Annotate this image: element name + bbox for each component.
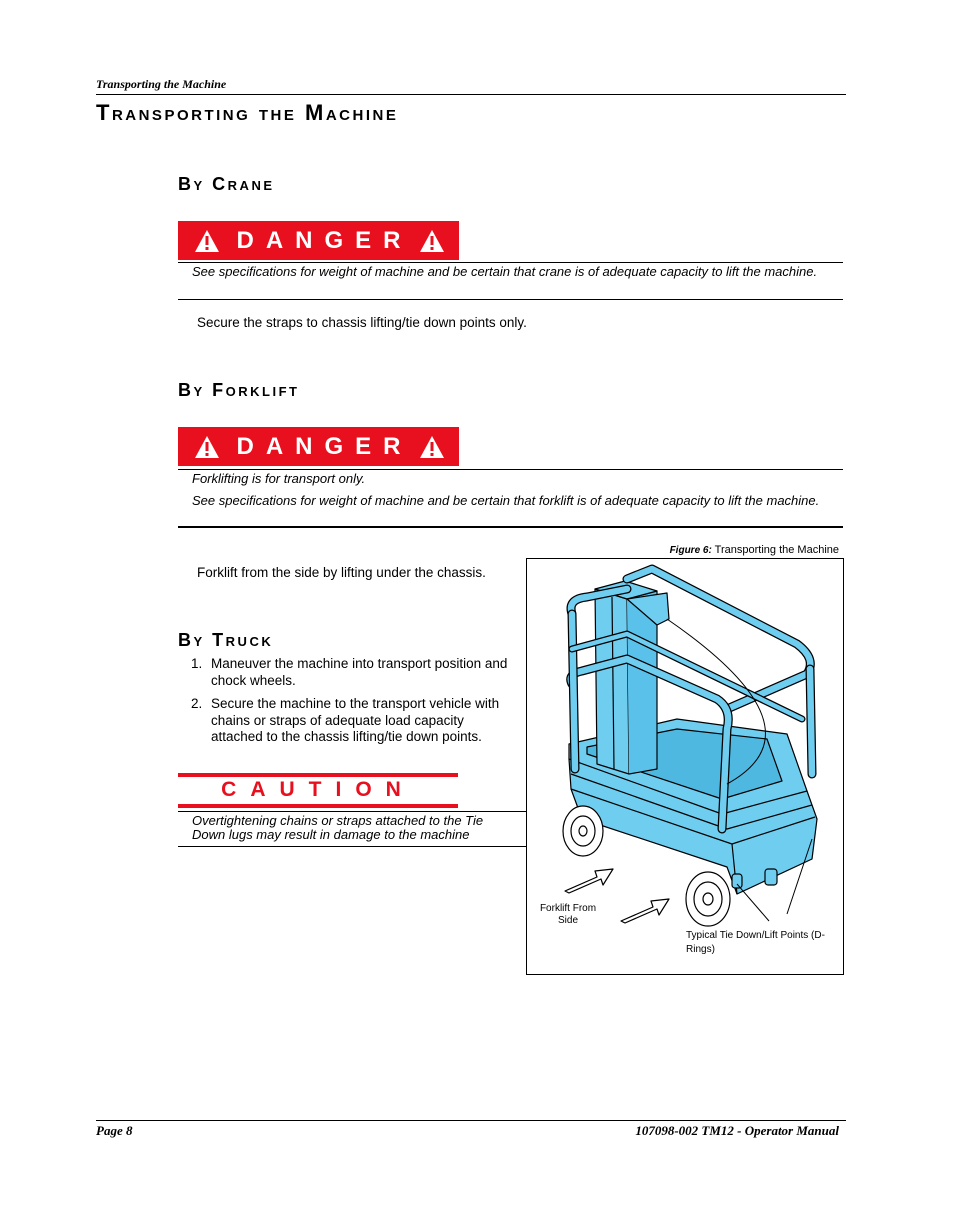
danger-text-crane: See specifications for weight of machine and be certain that crane is of adequate capacity to lift the machine. bbox=[192, 264, 818, 279]
page-title: Transporting the Machine bbox=[96, 100, 399, 125]
body-forklift: Forklift from the side by lifting under the chassis. bbox=[197, 565, 486, 580]
warning-triangle-icon bbox=[194, 229, 220, 253]
label-tie-down: Typical Tie Down/Lift Points (D-Rings) bbox=[686, 930, 825, 955]
caution-rule-top bbox=[178, 811, 526, 812]
caution-bar-bottom bbox=[178, 804, 458, 808]
section-title-forklift: By Forklift bbox=[178, 380, 300, 400]
warning-triangle-icon bbox=[194, 435, 220, 459]
footer-page-number: Page 8 bbox=[96, 1123, 133, 1138]
header-rule bbox=[96, 94, 846, 95]
danger-rule-bottom bbox=[178, 526, 843, 528]
list-item: 1. Maneuver the machine into transport position and chock wheels. bbox=[191, 656, 508, 688]
danger-rule-bottom bbox=[178, 299, 843, 300]
figure-frame bbox=[526, 558, 844, 975]
warning-triangle-icon bbox=[419, 229, 445, 253]
danger-banner-crane bbox=[178, 221, 459, 260]
section-title-crane: By Crane bbox=[178, 174, 275, 194]
figure-caption-text: Transporting the Machine bbox=[714, 544, 839, 556]
caution-label: CAUTION bbox=[221, 778, 415, 801]
danger-rule-top bbox=[178, 469, 843, 470]
caution-rule-bottom bbox=[178, 846, 526, 847]
danger-label: DANGER bbox=[236, 432, 413, 460]
danger-label: DANGER bbox=[236, 226, 413, 254]
running-header: Transporting the Machine bbox=[96, 77, 227, 91]
danger-rule-top bbox=[178, 262, 843, 263]
footer-rule bbox=[96, 1120, 846, 1121]
caution-text: Overtightening chains or straps attached to the Tie Down lugs may result in damage to the machine bbox=[192, 813, 484, 842]
figure-caption-label: Figure 6: bbox=[669, 545, 712, 556]
footer-doc-title: 107098-002 TM12 - Operator Manual bbox=[635, 1123, 839, 1138]
danger-banner-forklift bbox=[178, 427, 459, 466]
list-item: 2. Secure the machine to the transport vehicle with chains or straps of adequate load capacity attached to the chassis lifting/tie down points. bbox=[191, 696, 500, 744]
danger-text-forklift-2: See specifications for weight of machine and be certain that forklift is of adequate capacity to lift the machine. bbox=[192, 493, 820, 508]
truck-steps bbox=[178, 656, 518, 753]
section-title-truck: By Truck bbox=[178, 630, 274, 650]
body-crane: Secure the straps to chassis lifting/tie down points only. bbox=[197, 315, 527, 330]
figure-caption bbox=[670, 544, 839, 556]
label-forklift-side: Forklift From Side bbox=[539, 903, 597, 926]
caution-banner bbox=[178, 773, 458, 809]
danger-text-forklift-1: Forklifting is for transport only. bbox=[192, 471, 366, 486]
warning-triangle-icon bbox=[419, 435, 445, 459]
